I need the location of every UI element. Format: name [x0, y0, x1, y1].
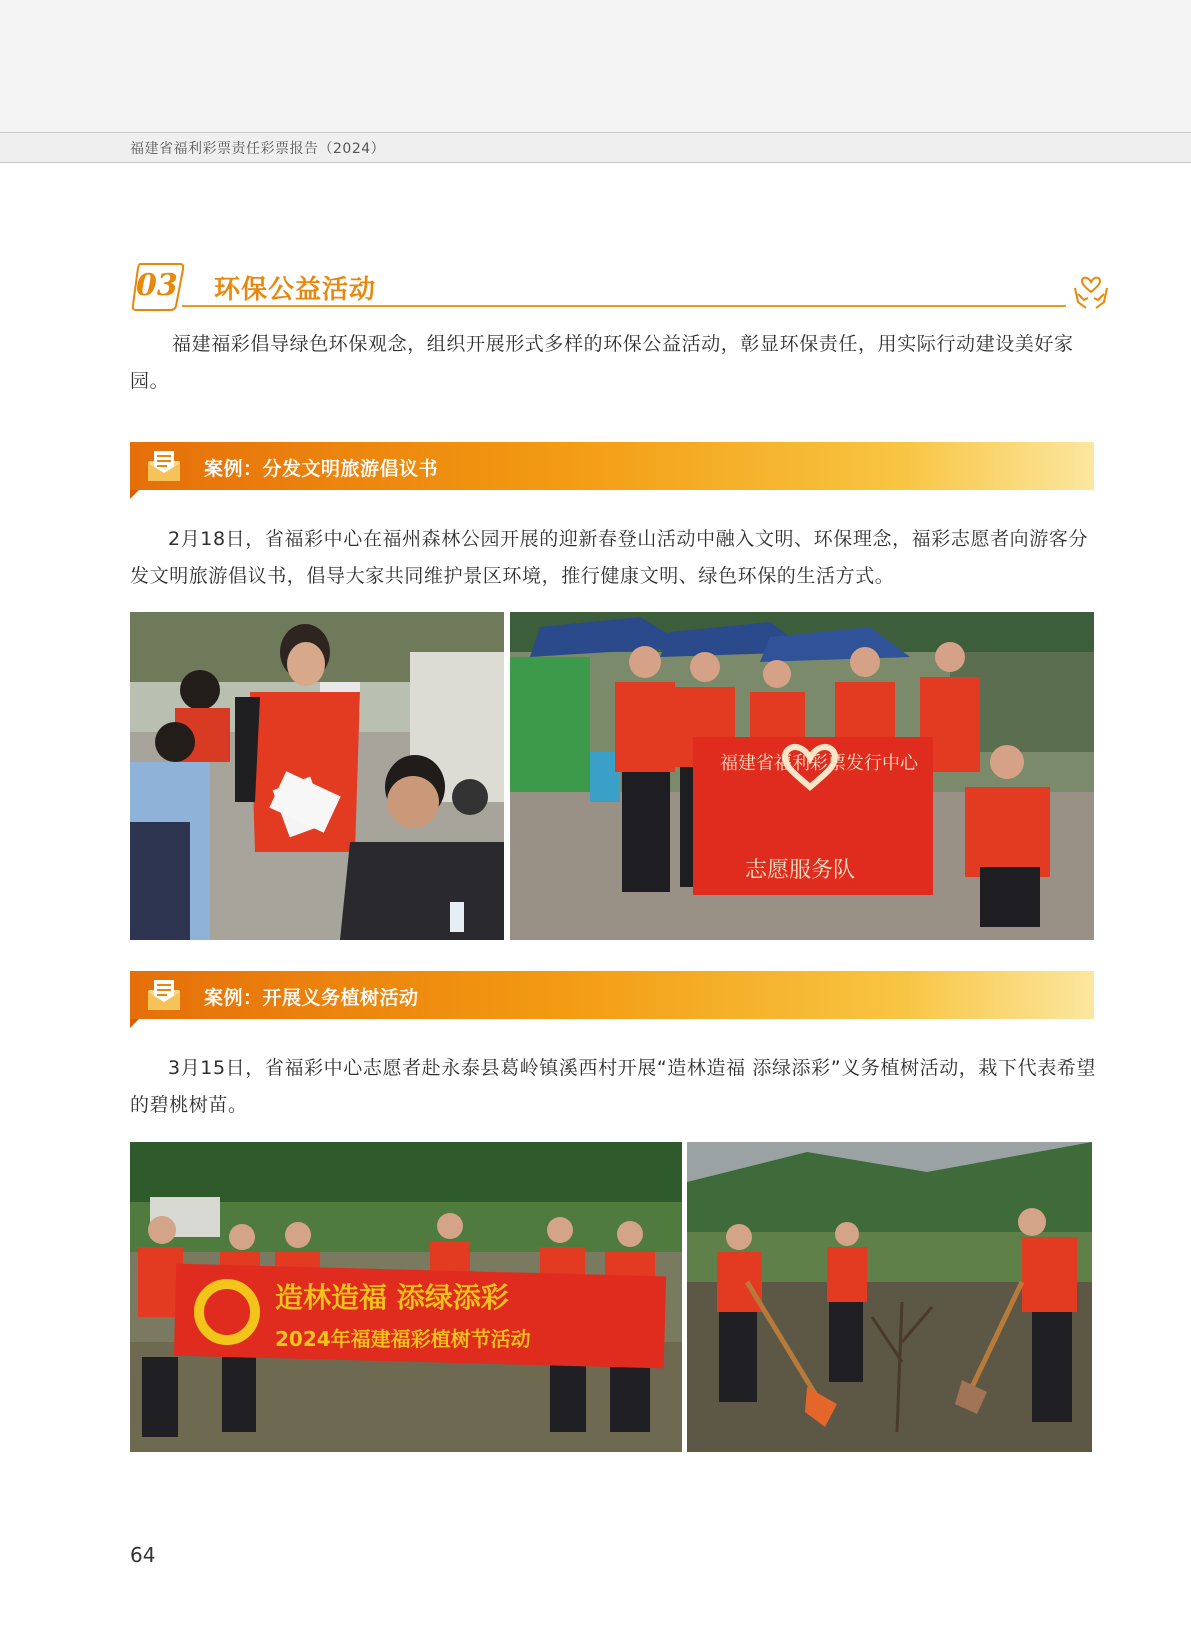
photo-leaflet-distribution	[130, 612, 504, 940]
banner-slogan-text: 造林造福 添绿添彩	[275, 1281, 509, 1314]
case-1-ribbon-tail	[130, 490, 139, 499]
banner-event-text: 2024年福建福彩植树节活动	[275, 1327, 531, 1351]
case-1-header	[130, 442, 1094, 490]
section-underline	[182, 305, 1066, 307]
running-header	[0, 132, 1191, 163]
section-title: 环保公益活动	[214, 275, 377, 305]
section-intro: 福建福彩倡导绿色环保观念，组织开展形式多样的环保公益活动，彰显环保责任，用实际行动建设美好家园。	[130, 333, 1074, 392]
case-1-title: 案例：分发文明旅游倡议书	[204, 458, 439, 480]
case-2-title: 案例：开展义务植树活动	[204, 987, 419, 1009]
photo-tree-planting-group	[130, 1142, 682, 1452]
photo-volunteer-group-banner	[510, 612, 1094, 940]
case-2-ribbon-tail	[130, 1019, 139, 1028]
top-margin	[0, 0, 1191, 132]
banner-team-text: 志愿服务队	[745, 858, 856, 883]
photo-planting-saplings	[687, 1142, 1092, 1452]
heart-hands-icon	[1072, 272, 1110, 310]
banner-issuer-text: 福建省福利彩票发行中心	[720, 753, 918, 774]
case-2-body: 3月15日，省福彩中心志愿者赴永泰县葛岭镇溪西村开展“造林造福 添绿添彩”义务植树活动，栽下代表希望的碧桃树苗。	[130, 1057, 1096, 1116]
case-2-header	[130, 971, 1094, 1019]
document-icon	[146, 449, 182, 483]
report-title: 福建省福利彩票责任彩票报告（2024）	[130, 141, 386, 157]
page-number: 64	[130, 1543, 156, 1567]
case-1-body: 2月18日，省福彩中心在福州森林公园开展的迎新春登山活动中融入文明、环保理念，福彩志愿者向游客分发文明旅游倡议书，倡导大家共同维护景区环境，推行健康文明、绿色环保的生活方式。	[130, 528, 1089, 587]
document-icon	[146, 978, 182, 1012]
section-number: 03	[136, 268, 178, 303]
